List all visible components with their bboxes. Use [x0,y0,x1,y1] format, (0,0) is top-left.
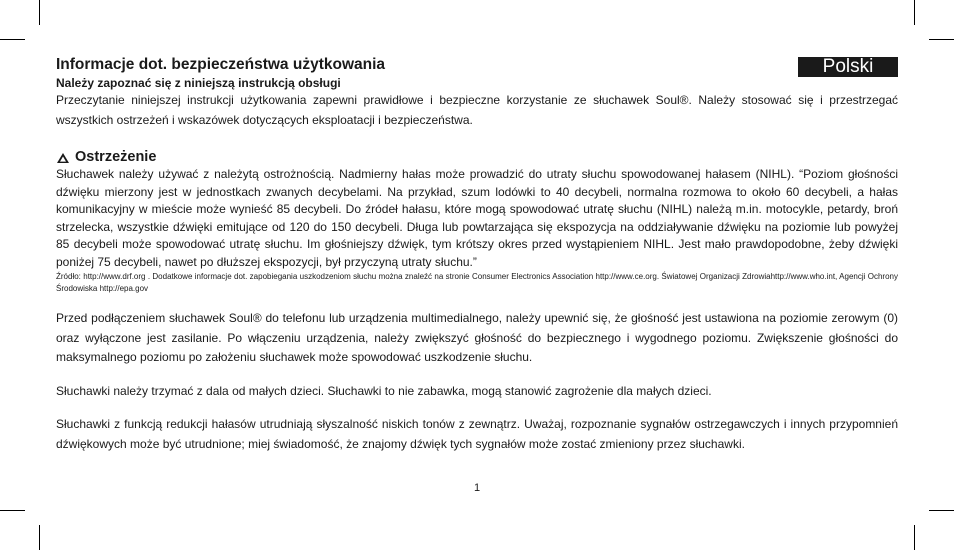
warning-title: Ostrzeżenie [75,149,157,165]
crop-mark [929,510,954,511]
crop-mark [914,0,915,25]
intro-paragraph: Przeczytanie niniejszej instrukcji użytkowania zapewni prawidłowe i bezpieczne korzystanie ze słuchawek Soul®. Należy stosować się i przestrzegać wszystkich ostrzeżeń i wskazówek dotyczących eksploatacji i bezpieczeństwa. [56,93,898,127]
crop-mark [39,0,40,25]
paragraph: Przed podłączeniem słuchawek Soul® do telefonu lub urządzenia multimedialnego, należy upewnić się, że głośność jest ustawiona na poziomie zerowym (0) oraz wyłączone jest zasilanie. Po włączeniu urządzenia, należy zwiększyć głośność do bezpiecznego i wygodnego poziomu. Zwiększenie głośności do maksymalnego poziomu po założeniu słuchawek może spowodować uszkodzenie słuchu. [56,311,898,364]
crop-mark [0,510,25,511]
spacer [56,401,898,415]
warning-text: Słuchawek należy używać z należytą ostrożnością. Nadmierny hałas może prowadzić do utraty słuchu spowodowanej hałasem (NIHL). “Poziom głośności dźwięku mierzony jest w jednostkach zwanych decybelami. Na przykład, szum lodówki to 40 decybeli, normalna rozmowa to około 60 decybeli, a hałas komunikacyjny w mieście może wynieść 85 decybeli. Do źródeł hałasu, które mogą spowodować utratę słuchu (NIHL) należą m.in. motocykle, petardy, broń strzelecka, wszystkie dźwięki emitujące od 120 do 150 decybeli. Długa lub powtarzająca się ekspozycja na oddziaływanie dźwięku na poziomie lub powyżej 85 decybeli może spowodować utratę słuchu. Im głośniejszy dźwięk, tym krótszy okres przed wystąpieniem NIHL. Jest mało prawdopodobne, żeby dźwięki poniżej 75 decybeli, nawet po dłuższej ekspozycji, był przyczyną utraty słuchu.” [56,167,898,269]
warning-heading [56,148,898,166]
spacer [56,368,898,382]
language-badge: Polski [798,57,898,77]
crop-mark [39,525,40,550]
page-title: Informacje dot. bezpieczeństwa użytkowania [56,56,386,73]
paragraph: Słuchawki z funkcją redukcji hałasów utrudniają słyszalność niskich tonów z zewnątrz. Uważaj, rozpoznanie sygnałów ostrzegawczych i innych przypomnień dźwiękowych może być utrudnione; miej świadomość, że znajomy dźwięk tych sygnałów może zostać zmieniony przez słuchawki. [56,417,898,451]
spacer [56,295,898,309]
page-subtitle: Należy zapoznać się z niniejszą instrukcją obsługi [56,76,341,90]
paragraph: Słuchawki należy trzymać z dala od małych dzieci. Słuchawki to nie zabawka, mogą stanowić zagrożenie dla małych dzieci. [56,383,712,398]
crop-mark [0,39,25,40]
source-note: Źródło: http://www.drf.org . Dodatkowe informacje dot. zapobiegania uszkodzeniom słuchu można znaleźć na stronie Consumer Electronics Association http://www.ce.org. Światowej Organizacji Zdrowiahttp://www.who.int, Agencji Ochrony Środowiska http://epa.gov [56,272,898,293]
document-body [56,54,898,454]
warning-triangle-icon [56,151,70,163]
crop-mark [929,39,954,40]
crop-mark [914,525,915,550]
page-number: 1 [473,482,481,494]
